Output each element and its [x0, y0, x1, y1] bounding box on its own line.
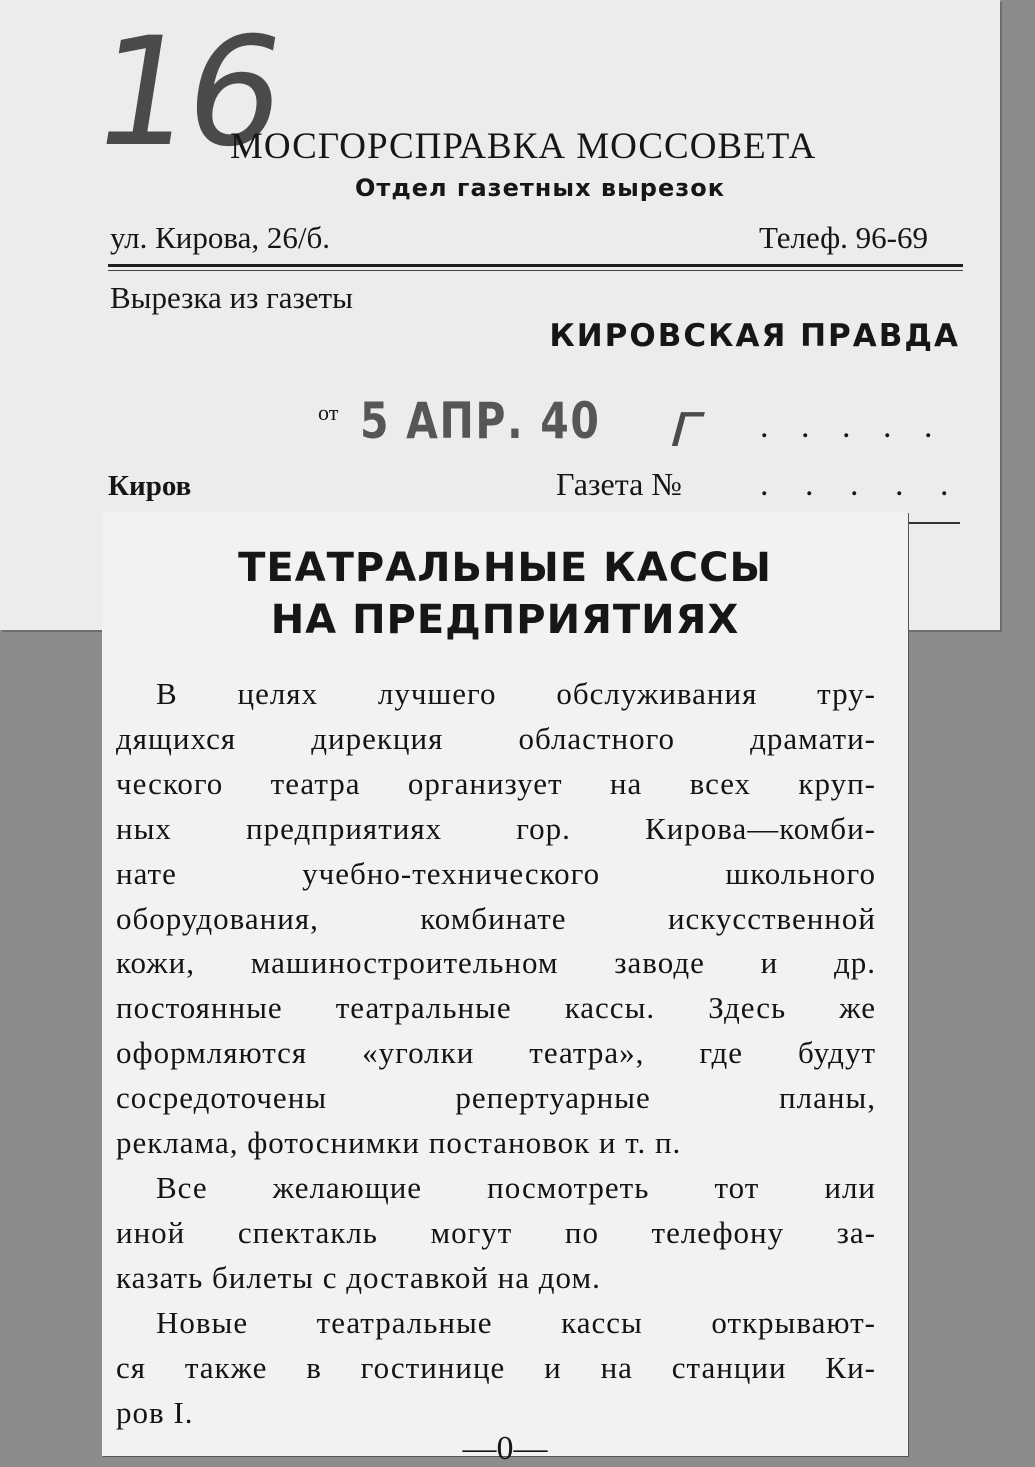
newspaper-name: КИРОВСКАЯ ПРАВДА [549, 318, 960, 354]
article-clipping [102, 512, 908, 1467]
article-line: сосредоточены репертуарные планы, [116, 1080, 876, 1116]
date-stamp: 5 АПР. 40 [360, 392, 601, 450]
header-rule [108, 264, 963, 267]
address: ул. Кирова, 26/б. [110, 220, 330, 255]
headline [102, 542, 908, 646]
article-line: иной спектакль могут по телефону за- [116, 1214, 876, 1250]
article-line: оборудования, комбинате искусственной [116, 900, 876, 936]
article-line: оформляются «уголки театра», где будут [116, 1035, 876, 1071]
article-line: постоянные театральные кассы. Здесь же [116, 990, 876, 1026]
clipping-label: Вырезка из газеты [110, 280, 353, 315]
phone-number: Телеф. 96-69 [758, 220, 928, 255]
handwritten-number: 16 [82, 6, 293, 180]
department-title: Отдел газетных вырезок [355, 174, 725, 202]
headline-line: ТЕАТРАЛЬНЫЕ КАССЫ [238, 545, 772, 591]
agency-title: МОСГОРСПРАВКА МОССОВЕТА [230, 126, 817, 167]
article-line: ров I. [116, 1394, 194, 1430]
article-line: ческого театра организует на всех круп- [116, 765, 876, 801]
issue-rule [905, 522, 960, 524]
date-prefix: от [318, 400, 339, 425]
issue-dots: . . . . . [760, 466, 963, 503]
article-line: казать билеты с доставкой на дом. [116, 1259, 601, 1295]
header-rule-thin [108, 270, 963, 271]
city-label: Киров [108, 470, 192, 502]
article-line: ся также в гостинице и на станции Ки- [116, 1349, 876, 1385]
headline-line: НА ПРЕДПРИЯТИЯХ [270, 597, 740, 643]
end-mark: —0— [462, 1430, 548, 1467]
article-line: реклама, фотоснимки постановок и т. п. [116, 1125, 682, 1161]
article-line: ных предприятиях гор. Кирова—комби- [116, 810, 876, 846]
date-dots: . . . . . [760, 408, 945, 445]
date-handwritten: г [662, 388, 715, 461]
issue-label: Газета № [556, 466, 682, 502]
article-line: Все желающие посмотреть тот или [156, 1169, 876, 1205]
article-line: В целях лучшего обслуживания тру- [156, 676, 876, 711]
article-line: нате учебно-технического школьного [116, 855, 876, 891]
article-body [116, 672, 876, 1435]
article-line: Новые театральные кассы открывают- [156, 1304, 876, 1340]
article-line: дящихся дирекция областного драмати- [116, 720, 876, 756]
article-line: кожи, машиностроительном заводе и др. [116, 945, 876, 981]
